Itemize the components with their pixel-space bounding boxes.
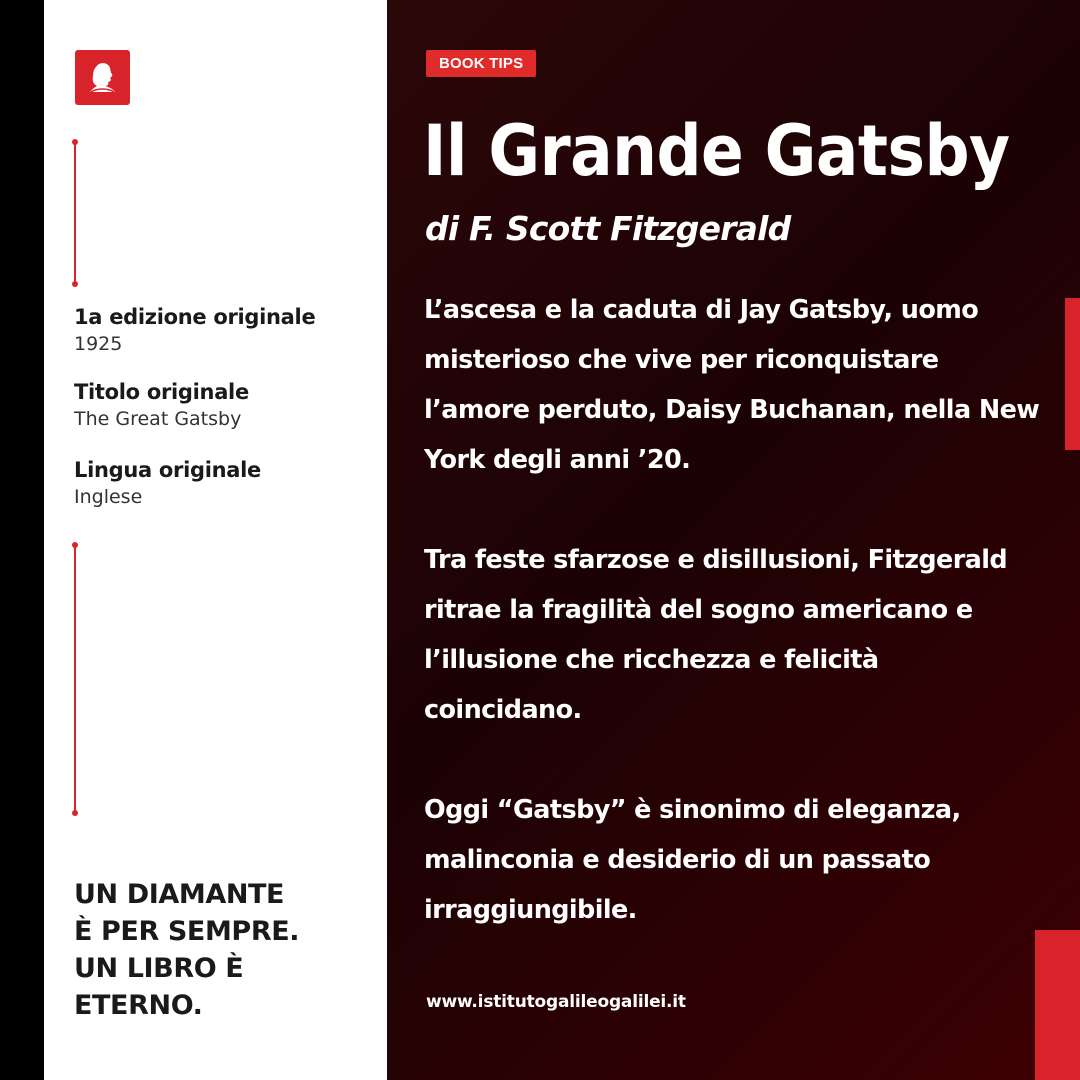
meta-original-language <box>74 457 374 509</box>
meta-label: Lingua originale <box>74 458 261 482</box>
description-paragraph: Tra feste sfarzose e disillusioni, Fitzgerald ritrae la fragilità del sogno americano e l’illusione che ricchezza e felicità coincidano. <box>424 545 1008 725</box>
info-sidebar <box>44 0 387 1080</box>
meta-label: Titolo originale <box>74 380 249 404</box>
meta-value: Inglese <box>74 486 143 508</box>
meta-label: 1a edizione originale <box>74 305 316 329</box>
slogan <box>74 876 374 1024</box>
slogan-line: È PER SEMPRE. <box>74 916 300 947</box>
book-description <box>424 285 1044 935</box>
meta-value: The Great Gatsby <box>74 408 242 430</box>
divider-line-top <box>74 142 76 284</box>
slogan-line: UN LIBRO È <box>74 953 244 984</box>
slogan-line: ETERNO. <box>74 990 203 1021</box>
website-link[interactable]: www.istitutogalileogalilei.it <box>426 992 686 1012</box>
category-badge: BOOK TIPS <box>426 50 536 77</box>
left-black-strip <box>0 0 44 1080</box>
accent-block-bottom-right <box>1035 930 1080 1080</box>
meta-original-title <box>74 379 374 431</box>
brand-logo <box>75 50 130 105</box>
meta-first-edition <box>74 304 374 356</box>
book-author: di F. Scott Fitzgerald <box>425 209 791 248</box>
description-paragraph: L’ascesa e la caduta di Jay Gatsby, uomo misterioso che vive per riconquistare l’amore perduto, Daisy Buchanan, nella New York degli anni ’20. <box>424 295 1040 475</box>
main-content <box>387 0 1080 1080</box>
galileo-profile-icon <box>75 50 130 105</box>
slogan-line: UN DIAMANTE <box>74 879 285 910</box>
accent-bar-right <box>1065 298 1080 450</box>
description-paragraph: Oggi “Gatsby” è sinonimo di eleganza, malinconia e desiderio di un passato irraggiungibile. <box>424 795 961 925</box>
book-title: Il Grande Gatsby <box>423 110 1010 192</box>
divider-line-bottom <box>74 545 76 813</box>
meta-value: 1925 <box>74 333 123 355</box>
